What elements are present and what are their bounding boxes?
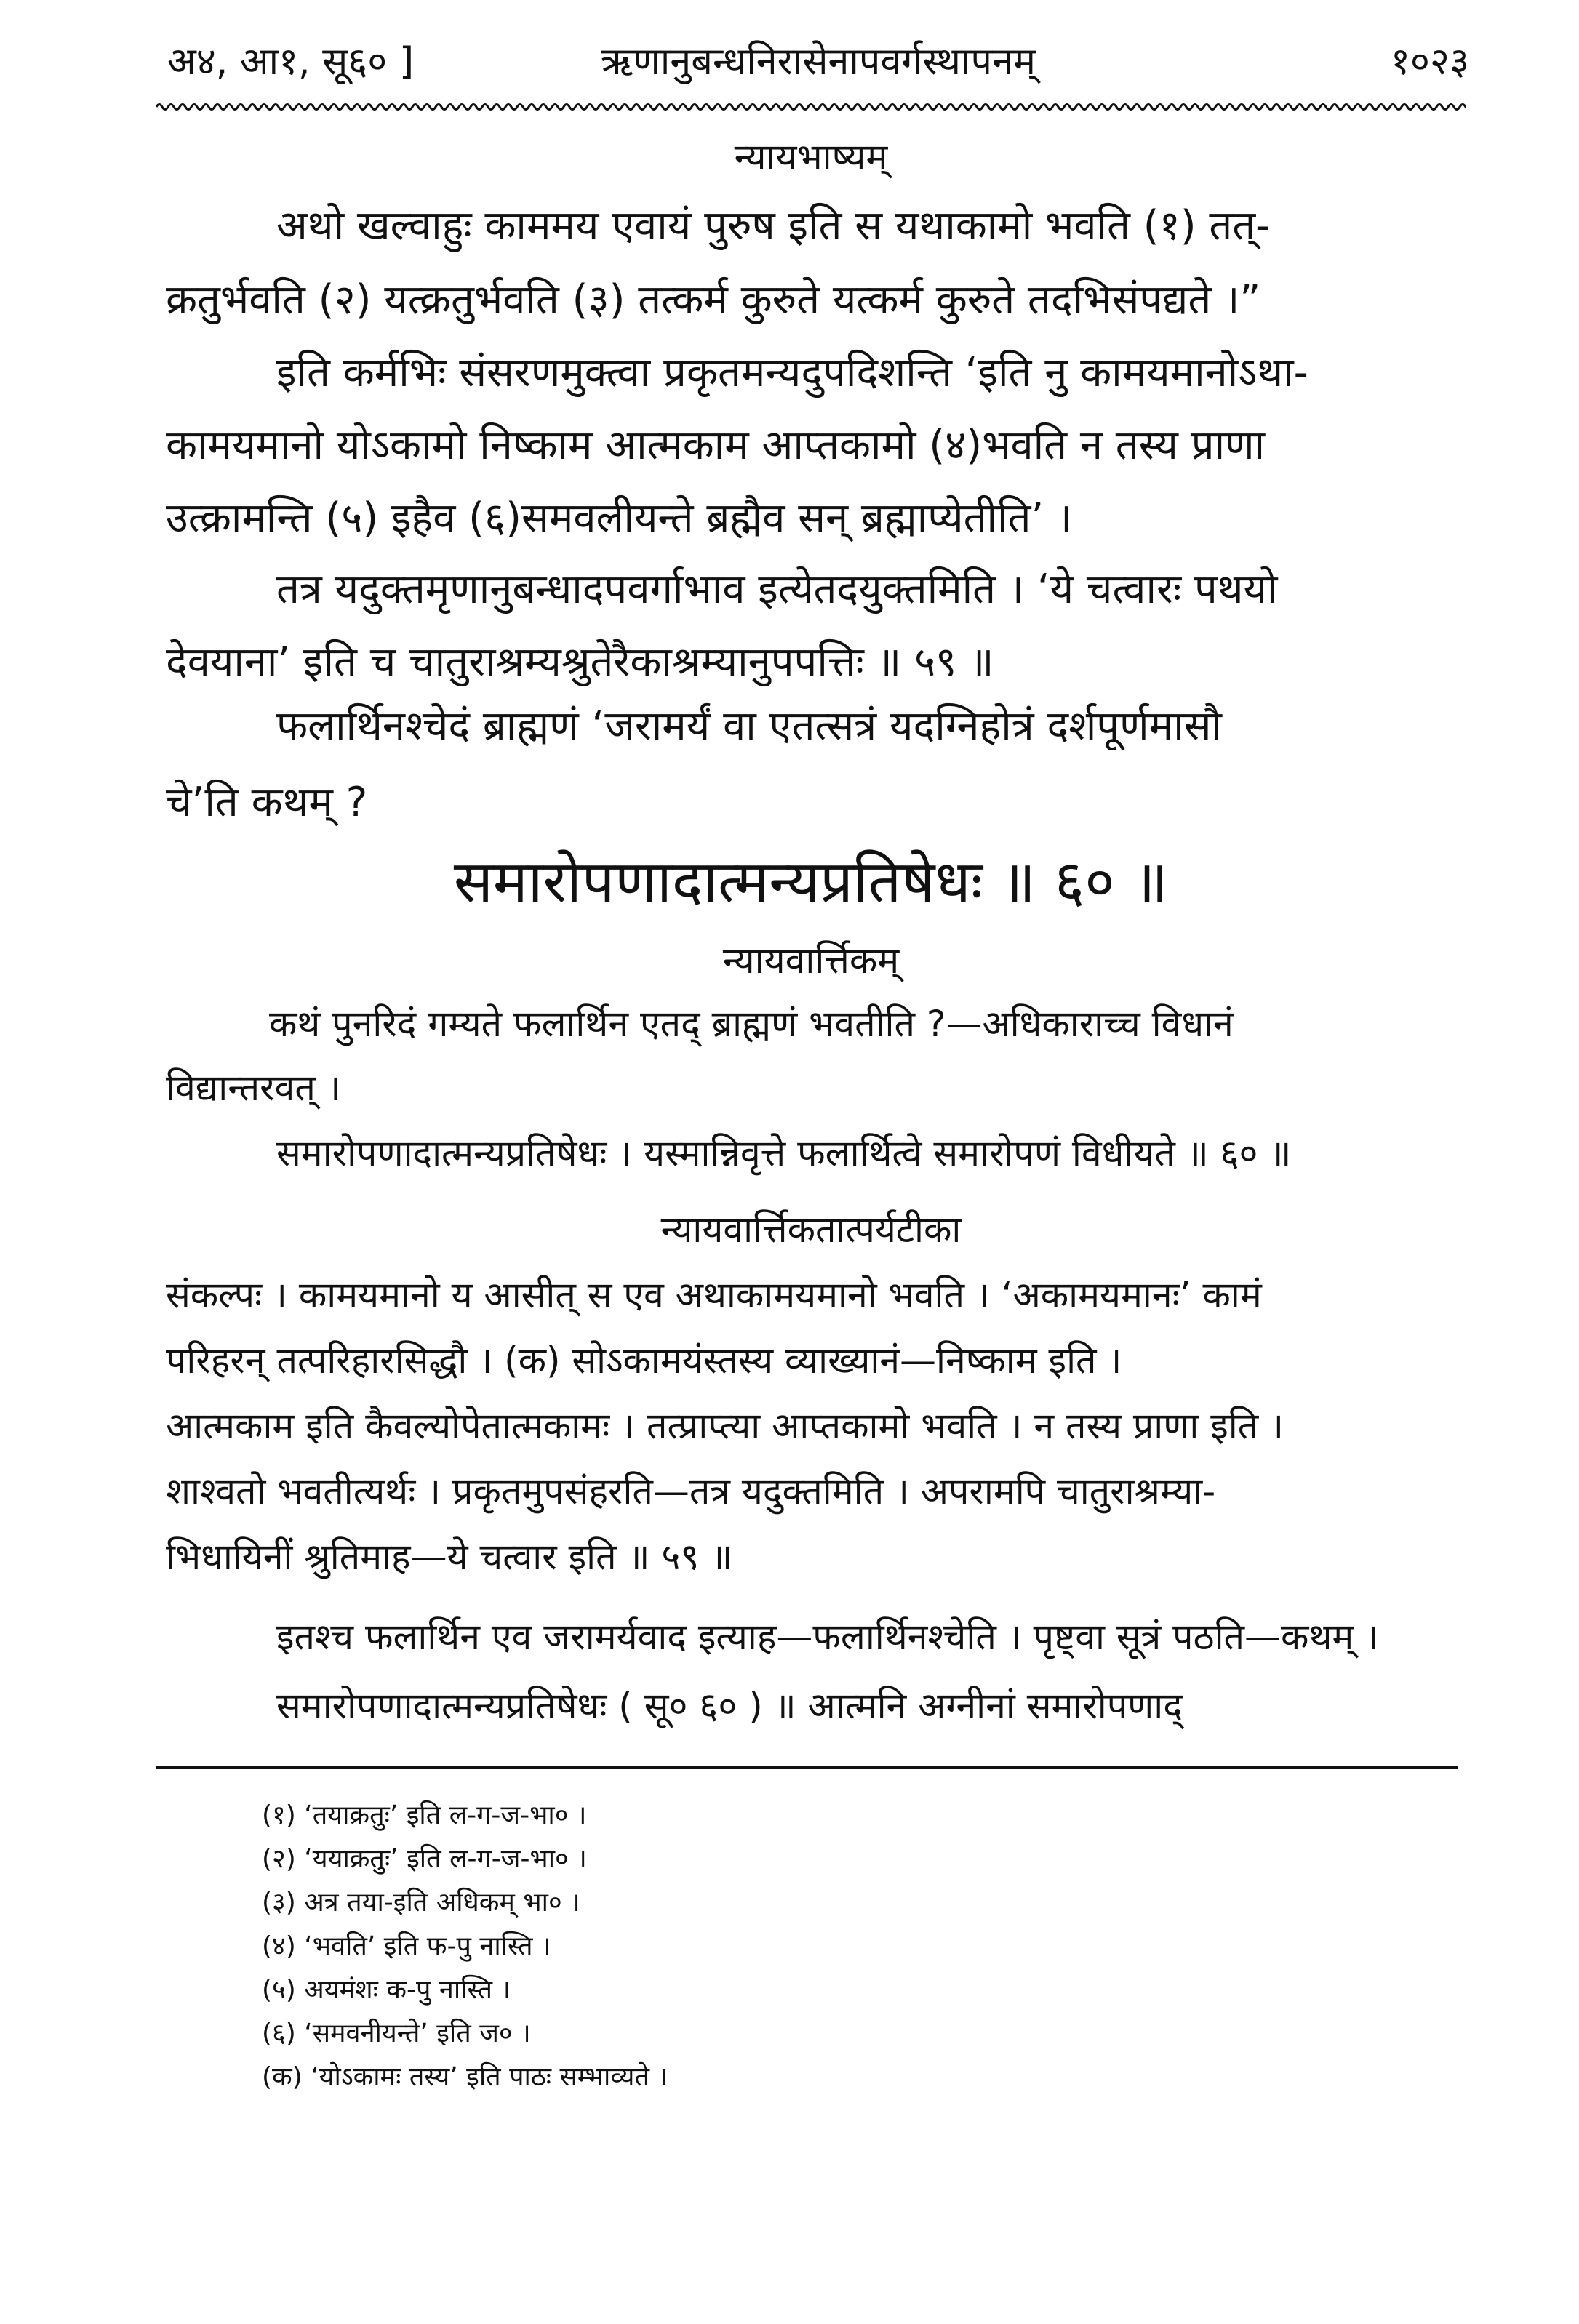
vartika-line-1: कथं पुनरिदं गम्यते फलार्थिन एतद् ब्राह्मणं भवतीति ?—अधिकाराच्च विधानं [269, 1003, 1234, 1045]
tika-line-1: संकल्पः । कामयमानो य आसीत् स एव अथाकामयमानो भवति । ‘अकामयमानः’ कामं [166, 1274, 1262, 1316]
tika-line-4: शाश्वतो भवतीत्यर्थः । प्रकृतमुपसंहरति—तत्र यदुक्तमिति । अपरामपि चातुराश्रम्या- [166, 1470, 1216, 1512]
running-header [167, 29, 1469, 95]
footnote-ka: (क) ‘योऽकामः तस्य’ इति पाठः सम्भाव्यते । [262, 2062, 668, 2092]
bhashya-line-9: चे’ति कथम् ? [166, 779, 368, 826]
bhashya-line-3: इति कर्मभिः संसरणमुक्त्वा प्रकृतमन्यदुपदिशन्ति ‘इति नु कामयमानोऽथा- [276, 349, 1308, 396]
header-reference: अ४, आ१, सू६० ] [167, 40, 415, 84]
bhashya-heading: न्यायभाष्यम् [734, 136, 888, 178]
tika-line-7: समारोपणादात्मन्यप्रतिषेधः ( सू० ६० ) ॥ आत्मनि अग्नीनां समारोपणाद् [276, 1685, 1183, 1727]
footnote-3: (३) अत्र तया-इति अधिकम् भा० । [262, 1888, 580, 1918]
footnote-6: (६) ‘समवनीयन्ते’ इति ज० । [262, 2019, 531, 2048]
tika-line-6: इतश्च फलार्थिन एव जरामर्यवाद इत्याह—फलार्थिनश्चेति । पृष्ट्वा सूत्रं पठति—कथम् । [276, 1616, 1380, 1658]
footnote-4: (४) ‘भवति’ इति फ-पु नास्ति । [262, 1931, 551, 1961]
footnote-1: (१) ‘तयाक्रतुः’ इति ल-ग-ज-भा० । [262, 1800, 587, 1830]
bhashya-line-4: कामयमानो योऽकामो निष्काम आत्मकाम आप्तकामो (४)भवति न तस्य प्राणा [166, 422, 1266, 469]
page-number: १०२३ [1390, 40, 1469, 84]
tika-heading: न्यायवार्त्तिकतात्पर्यटीका [660, 1209, 962, 1251]
tika-line-2: परिहरन् तत्परिहारसिद्धौ । (क) सोऽकामयंस्तस्य व्याख्यानं—निष्काम इति । [166, 1339, 1122, 1382]
bhashya-line-6: तत्र यदुक्तमृणानुबन्धादपवर्गाभाव इत्येतदयुक्तमिति । ‘ये चत्वारः पथयो [276, 566, 1278, 613]
bhashya-line-7: देवयाना’ इति च चातुराश्रम्यश्रुतेरैकाश्रम्यानुपपत्तिः ॥ ५९ ॥ [166, 638, 994, 686]
footnote-separator [156, 1766, 1458, 1769]
bhashya-line-5: उत्क्रामन्ति (५) इहैव (६)समवलीयन्ते ब्रह्मैव सन् ब्रह्माप्येतीति’ । [166, 494, 1073, 542]
footnote-2: (२) ‘ययाक्रतुः’ इति ल-ग-ज-भा० । [262, 1844, 587, 1874]
bhashya-line-8: फलार्थिनश्चेदं ब्राह्मणं ‘जरामर्यं वा एतत्सत्रं यदग्निहोत्रं दर्शपूर्णमासौ [276, 702, 1222, 750]
vartika-line-3: समारोपणादात्मन्यप्रतिषेधः । यस्मान्निवृत्ते फलार्थित्वे समारोपणं विधीयते ॥ ६० ॥ [276, 1132, 1292, 1174]
bhashya-line-2: क्रतुर्भवति (२) यत्क्रतुर्भवति (३) तत्कर्म कुरुते यत्कर्म कुरुते तदभिसंपद्यते ।” [166, 276, 1261, 324]
header-wavy-rule [156, 100, 1466, 113]
sutra-heading: समारोपणादात्मन्यप्रतिषेधः ॥ ६० ॥ [453, 848, 1169, 915]
footnote-5: (५) अयमंशः क-पु नास्ति । [262, 1975, 511, 2005]
tika-line-3: आत्मकाम इति कैवल्योपेतात्मकामः । तत्प्राप्त्या आप्तकामो भवति । न तस्य प्राणा इति । [166, 1405, 1284, 1447]
vartika-line-2: विद्यान्तरवत् । [166, 1067, 341, 1109]
header-title: ऋणानुबन्धनिरासेनापवर्गस्थापनम् [600, 40, 1036, 84]
bhashya-line-1: अथो खल्वाहुः काममय एवायं पुरुष इति स यथाकामो भवति (१) तत्- [276, 202, 1271, 249]
tika-line-5: भिधायिनीं श्रुतिमाह—ये चत्वार इति ॥ ५९ ॥ [166, 1536, 733, 1578]
vartika-heading: न्यायवार्त्तिकम् [722, 939, 900, 982]
